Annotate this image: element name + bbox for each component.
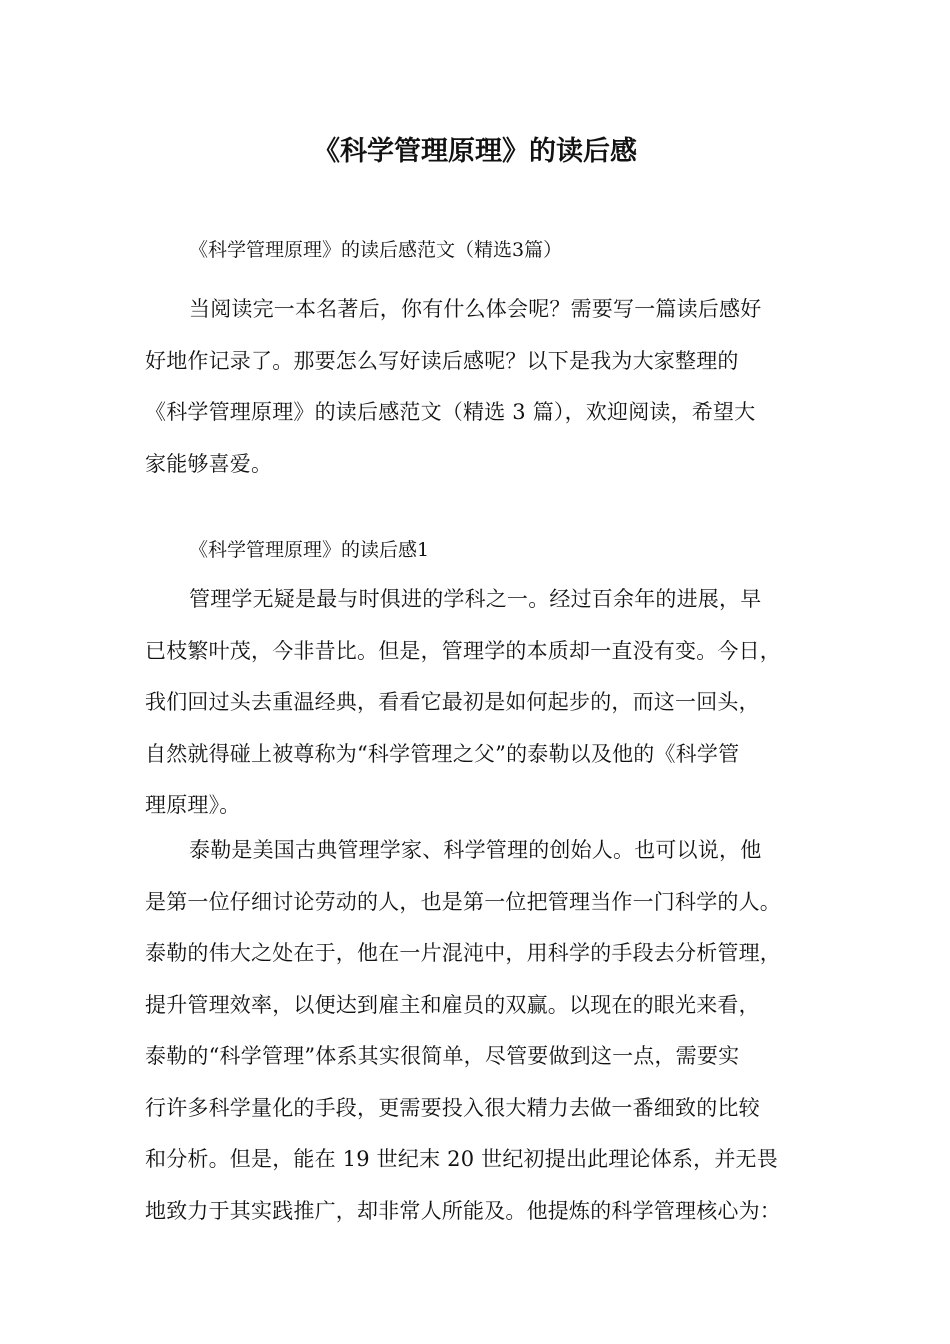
text-line: 自然就得碰上被尊称为“科学管理之父”的泰勒以及他的《科学管 — [145, 741, 740, 766]
section-heading: 《科学管理原理》的读后感1 — [189, 539, 430, 561]
text-line: 提升管理效率，以便达到雇主和雇员的双赢。以现在的眼光来看， — [145, 992, 760, 1017]
text-line: 管理学无疑是最与时俱进的学科之一。经过百余年的进展，早 — [189, 587, 762, 611]
section1-paragraph-2 — [145, 825, 825, 1237]
text-line: 当阅读完一本名著后，你有什么体会呢？需要写一篇读后感好 — [189, 297, 762, 321]
text-line: 泰勒的“科学管理”体系其实很简单，尽管要做到这一点，需要实 — [145, 1044, 740, 1068]
text-line: 泰勒是美国古典管理学家、科学管理的创始人。也可以说，他 — [189, 838, 762, 862]
text-line: 我们回过头去重温经典，看看它最初是如何起步的，而这一回头， — [145, 690, 760, 714]
text-line: 理原理》。 — [145, 793, 241, 817]
text-line: 泰勒的伟大之处在于，他在一片混沌中，用科学的手段去分析管理， — [145, 941, 781, 965]
text-line: 好地作记录了。那要怎么写好读后感呢？以下是我为大家整理的 — [145, 348, 739, 373]
text-line: 是第一位仔细讨论劳动的人，也是第一位把管理当作一门科学的人。 — [145, 889, 781, 914]
document-title: 《科学管理原理》的读后感 — [313, 136, 637, 167]
intro-paragraph — [145, 284, 825, 490]
text-line: 行许多科学量化的手段，更需要投入很大精力去做一番细致的比较 — [145, 1095, 760, 1120]
section1-paragraph-1 — [145, 574, 825, 832]
text-line: 和分析。但是，能在 19 世纪末 20 世纪初提出此理论体系，并无畏 — [145, 1147, 778, 1171]
text-line: 家能够喜爱。 — [145, 451, 273, 476]
text-line: 《科学管理原理》的读后感范文（精选 3 篇），欢迎阅读，希望大 — [145, 400, 756, 424]
document-subtitle: 《科学管理原理》的读后感范文（精选3篇） — [189, 239, 563, 261]
text-line: 地致力于其实践推广，却非常人所能及。他提炼的科学管理核心为： — [145, 1198, 781, 1223]
text-line: 已枝繁叶茂，今非昔比。但是，管理学的本质却一直没有变。今日， — [145, 638, 781, 663]
